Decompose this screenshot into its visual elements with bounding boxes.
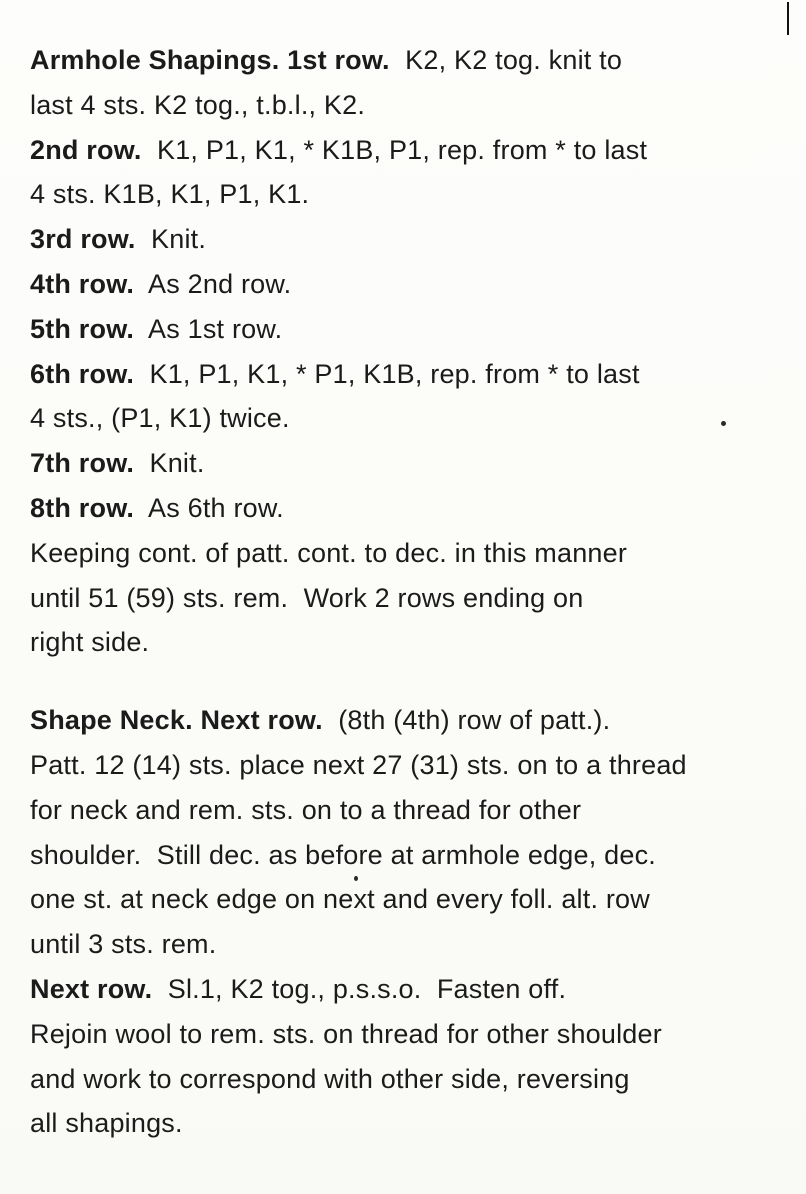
- row-heading: 5th row.: [30, 313, 135, 344]
- instruction-text: until 51 (59) sts. rem. Work 2 rows ending on: [30, 582, 584, 613]
- instruction-text: K1, P1, K1, * P1, K1B, rep. from * to last: [134, 358, 640, 389]
- instruction-text: Rejoin wool to rem. sts. on thread for other shoulder: [30, 1018, 662, 1049]
- pattern-instructions: [30, 38, 790, 1146]
- instruction-text: shoulder. Still dec. as before at armhole edge, dec.: [30, 839, 656, 870]
- instruction-line: [30, 128, 790, 173]
- instruction-text: right side.: [30, 627, 150, 658]
- scan-edge-mark: [787, 2, 789, 35]
- instruction-line: [30, 531, 790, 576]
- row-heading: 8th row.: [30, 492, 135, 523]
- row-heading: 4th row.: [30, 268, 135, 299]
- instruction-line: [30, 172, 790, 217]
- instruction-text: one st. at neck edge on next and every foll. alt. row: [30, 884, 650, 915]
- instruction-text: 4 sts. K1B, K1, P1, K1.: [30, 179, 310, 210]
- instruction-line: [30, 396, 790, 441]
- instruction-line: [30, 307, 790, 352]
- row-heading: 2nd row.: [30, 134, 142, 165]
- row-heading: Armhole Shapings. 1st row.: [30, 45, 390, 75]
- instruction-line: [30, 743, 790, 788]
- row-heading: 3rd row.: [30, 224, 136, 255]
- instruction-text: until 3 sts. rem.: [30, 929, 217, 960]
- instruction-line: [30, 698, 790, 743]
- instruction-text: last 4 sts. K2 tog., t.b.l., K2.: [30, 89, 366, 120]
- instruction-line: [30, 576, 790, 621]
- instruction-line: [30, 967, 790, 1012]
- instruction-text: for neck and rem. sts. on to a thread for other: [30, 794, 582, 825]
- row-heading: Shape Neck. Next row.: [30, 705, 323, 736]
- row-heading: 7th row.: [30, 448, 135, 479]
- armhole-shaping-section: [30, 38, 790, 665]
- instruction-line: [30, 877, 790, 922]
- instruction-text: As 2nd row.: [134, 268, 292, 299]
- instruction-line: [30, 83, 790, 128]
- instruction-line: [30, 1101, 790, 1146]
- instruction-text: As 6th row.: [134, 492, 284, 523]
- instruction-line: [30, 788, 790, 833]
- instruction-text: 4 sts., (P1, K1) twice.: [30, 403, 290, 434]
- instruction-text: K2, K2 tog. knit to: [389, 45, 623, 75]
- row-heading: 6th row.: [30, 358, 135, 389]
- row-heading: Next row.: [30, 973, 153, 1004]
- instruction-line: [30, 352, 790, 397]
- instruction-text: all shapings.: [30, 1108, 183, 1139]
- instruction-text: K1, P1, K1, * K1B, P1, rep. from * to last: [141, 134, 648, 165]
- instruction-line: [30, 620, 790, 665]
- instruction-line: [30, 922, 790, 967]
- instruction-text: Knit.: [134, 448, 205, 479]
- instruction-text: and work to correspond with other side, reversing: [30, 1063, 630, 1094]
- instruction-text: Patt. 12 (14) sts. place next 27 (31) sts. on to a thread: [30, 749, 687, 780]
- instruction-line: [30, 262, 790, 307]
- instruction-line: [30, 833, 790, 878]
- instruction-text: Keeping cont. of patt. cont. to dec. in this manner: [30, 537, 628, 568]
- instruction-line: [30, 217, 790, 262]
- instruction-text: Knit.: [135, 224, 207, 255]
- paragraph-gap: [30, 665, 790, 698]
- instruction-text: (8th (4th) row of patt.).: [322, 705, 611, 736]
- instruction-line: [30, 441, 790, 486]
- shape-neck-section: [30, 698, 790, 1146]
- instruction-text: As 1st row.: [134, 313, 283, 344]
- instruction-line: [30, 1012, 790, 1057]
- instruction-line: [30, 38, 790, 83]
- instruction-line: [30, 1057, 790, 1102]
- instruction-line: [30, 486, 790, 531]
- instruction-text: Sl.1, K2 tog., p.s.s.o. Fasten off.: [152, 973, 567, 1004]
